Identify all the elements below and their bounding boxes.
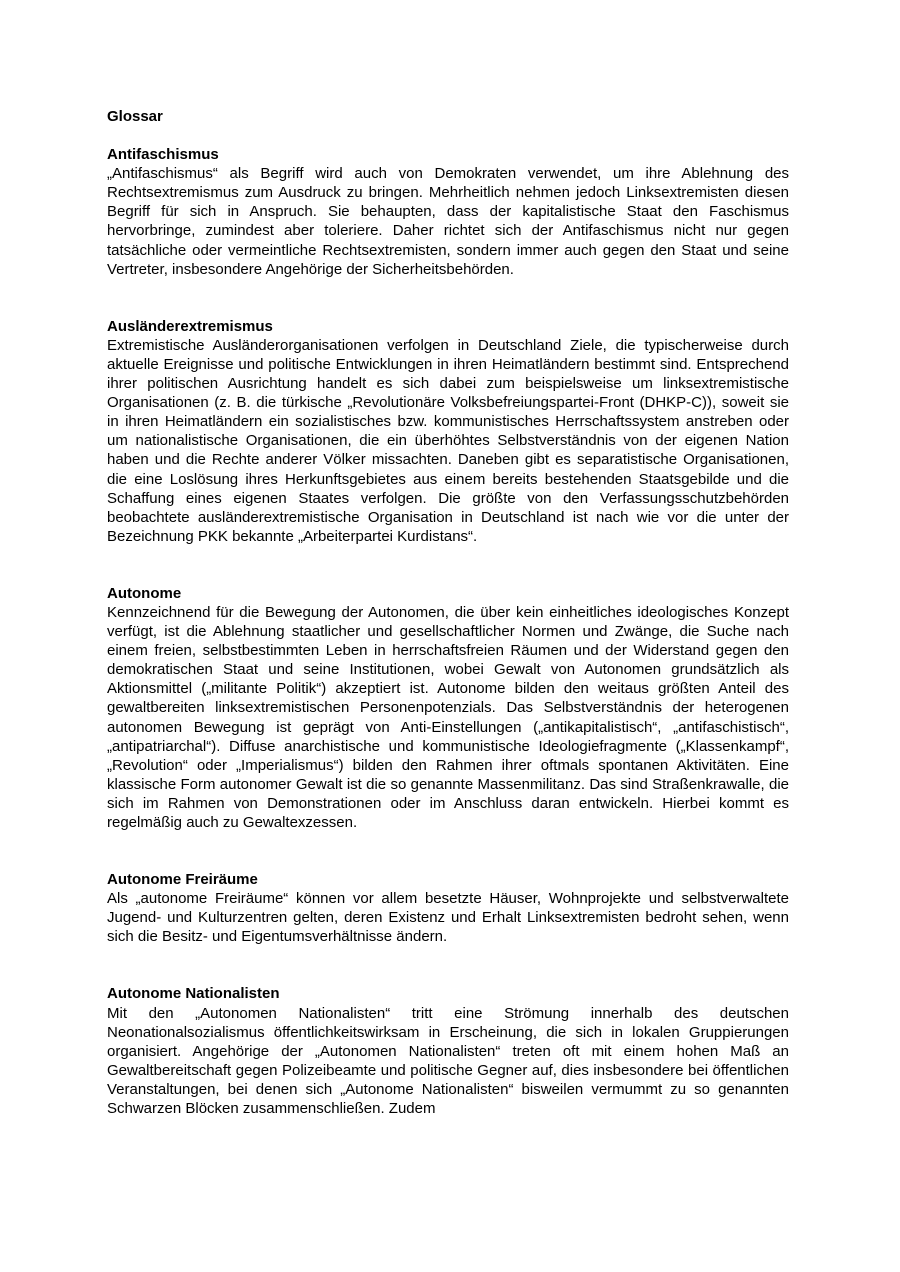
glossary-entry-auslaenderextremismus: [107, 317, 789, 546]
entry-term: Autonome Nationalisten: [107, 985, 280, 1003]
glossary-entry-autonome-freiraeume: [107, 870, 789, 946]
glossary-entry-autonome-nationalisten: [107, 984, 789, 1118]
glossary-entry-antifaschismus: [107, 145, 789, 279]
glossary-entry-autonome: [107, 584, 789, 832]
entry-definition: Als „autonome Freiräume“ können vor allem besetzte Häuser, Wohnprojekte und selbstverwaltete Jugend- und Kulturzentren gelten, deren Existenz und Erhalt Linksextremisten bedroht sehen, wenn sich die Besitz- und Eigentumsverhältnisse ändern.: [107, 890, 789, 946]
entry-definition: Mit den „Autonomen Nationalisten“ tritt eine Strömung innerhalb des deutschen Neonationalsozialismus öffentlichkeitswirksam in Erscheinung, die sich in lokalen Gruppierungen organisiert. Angehörige der „Autonomen Nationalisten“ treten oft mit einem hohen Maß an Gewaltbereitschaft gegen Polizeibeamte und politische Gegner auf, dies insbesondere bei öffentlichen Veranstaltungen, bei denen sich „Autonome Nationalisten“ bisweilen vermummt zu so genannten Schwarzen Blöcken zusammenschließen. Zudem: [107, 1004, 789, 1118]
entry-definition: Kennzeichnend für die Bewegung der Autonomen, die über kein einheitliches ideologisches Konzept verfügt, ist die Ablehnung staatlicher und gesellschaftlicher Normen und Zwänge, die Suche nach einem freien, selbstbestimmten Leben in herrschaftsfreien Räumen und der Widerstand gegen den demokratischen Staat und seine Institutionen, wobei Gewalt von Autonomen grundsätzlich als Aktionsmittel („militante Politik“) akzeptiert ist. Autonome bilden den weitaus größten Anteil des gewaltbereiten linksextremistischen Personenpotenzials. Das Selbstverständnis der heterogenen autonomen Bewegung ist geprägt von Anti-Einstellungen („antikapitalistisch“, „antifaschistisch“, „antipatriarchal“). Diffuse anarchistische und kommunistische Ideologiefragmente („Klassenkampf“, „Revolution“ oder „Imperialismus“) bilden den Rahmen ihrer oftmals spontanen Aktivitäten. Eine klassische Form autonomer Gewalt ist die so genannte Massenmilitanz. Das sind Straßenkrawalle, die sich im Rahmen von Demonstrationen oder im Anschluss daran entwickeln. Hierbei kommt es regelmäßig auch zu Gewaltexzessen.: [107, 603, 789, 831]
document-page: [107, 107, 789, 1118]
entry-term: Antifaschismus: [107, 146, 219, 164]
entry-term: Autonome: [107, 584, 182, 602]
entry-definition: Extremistische Ausländerorganisationen verfolgen in Deutschland Ziele, die typischerweise durch aktuelle Ereignisse und politische Entwicklungen in ihren Heimatländern bestimmt sind. Entsprechend ihrer politischen Ausrichtung handelt es sich dabei zum beispielsweise um linksextremistische Organisationen (z. B. die türkische „Revolutionäre Volksbefreiungspartei-Front (DHKP-C)), soweit sie in ihren Heimatländern ein sozialistisches bzw. kommunistisches Herrschaftssystem anstreben oder um nationalistische Organisationen, die ein überhöhtes Selbstverständnis von der eigenen Nation haben und die Rechte anderer Völker missachten. Daneben gibt es separatistische Organisationen, die eine Loslösung ihres Herkunftsgebietes aus einem bereits bestehenden Staatsgebilde und die Schaffung eines eigenen Staates verfolgen. Die größte von den Verfassungsschutzbehörden beobachtete ausländerextremistische Organisation in Deutschland ist nach wie vor die unter der Bezeichnung PKK bekannte „Arbeiterpartei Kurdistans“.: [107, 336, 789, 545]
page-title: Glossar: [107, 108, 163, 125]
entry-definition: „Antifaschismus“ als Begriff wird auch von Demokraten verwendet, um ihre Ablehnung des Rechtsextremismus zum Ausdruck zu bringen. Mehrheitlich nehmen jedoch Linksextremisten diesen Begriff für sich in Anspruch. Sie behaupten, dass der kapitalistische Staat den Faschismus hervorbringe, zumindest aber toleriere. Daher richtet sich der Antifaschismus nicht nur gegen tatsächliche oder vermeintliche Rechtsextremisten, sondern immer auch gegen den Staat und seine Vertreter, insbesondere Angehörige der Sicherheitsbehörden.: [107, 165, 789, 278]
entry-term: Ausländerextremismus: [107, 317, 273, 335]
entry-term: Autonome Freiräume: [107, 871, 258, 889]
